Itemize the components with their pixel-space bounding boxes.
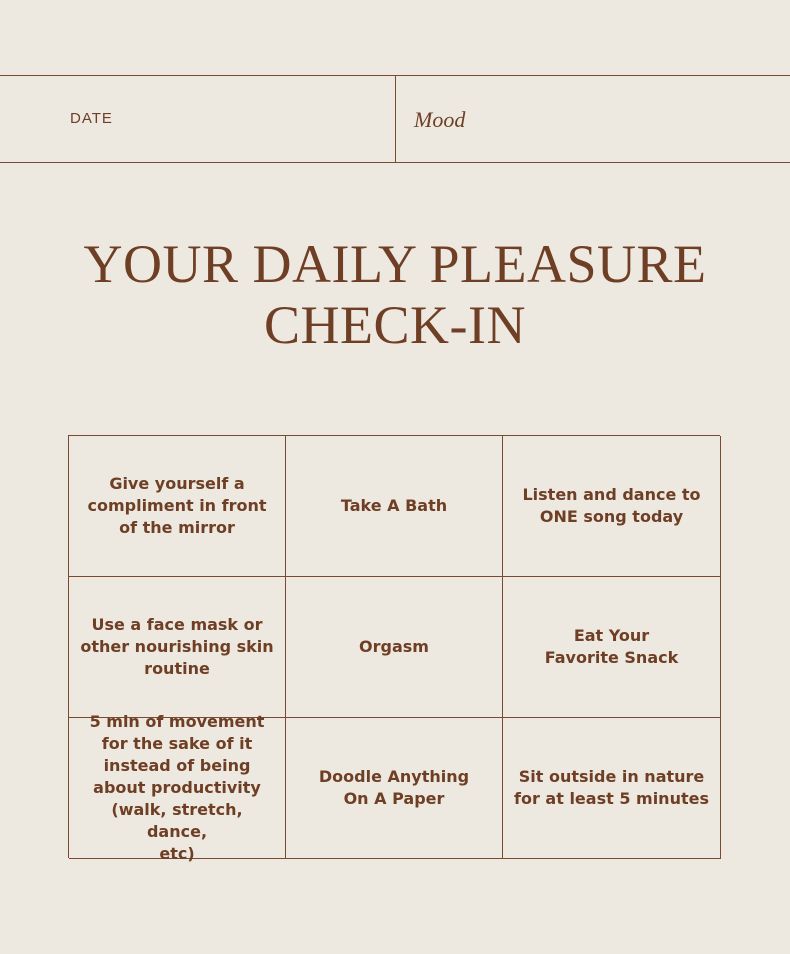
grid-cell-text: Use a face mask or other nourishing skin routine (80, 615, 274, 678)
grid-cell-text: Listen and dance to ONE song today (522, 485, 701, 526)
grid-cell-face-mask (69, 577, 286, 718)
mood-label: Mood (414, 107, 466, 132)
date-label: DATE (70, 110, 113, 127)
grid-cell-snack (503, 577, 721, 718)
grid-cell-bath (286, 436, 503, 577)
grid-cell-text: Doodle Anything On A Paper (318, 767, 470, 808)
grid-cell-compliment (69, 436, 286, 577)
grid-cell-text: Orgasm (359, 637, 429, 656)
header-divider (395, 76, 396, 162)
page-title (0, 234, 790, 356)
grid-cell-text: 5 min of movement for the sake of it instead of being about productivity (walk, stretch, dance, etc) (89, 712, 265, 863)
title-line-2: CHECK-IN (264, 295, 526, 355)
grid-cell-text: Sit outside in nature for at least 5 minutes (514, 767, 709, 808)
grid-cell-movement (69, 712, 286, 863)
grid-cell-dance (503, 436, 721, 577)
title-line-1: YOUR DAILY PLEASURE (83, 234, 707, 294)
grid-cell-text: Eat Your Favorite Snack (544, 626, 679, 667)
checkin-grid (68, 435, 720, 863)
grid-cell-text: Give yourself a compliment in front of the mirror (87, 474, 267, 537)
grid-cell-nature (503, 718, 721, 859)
header-bar (0, 75, 790, 163)
grid-cell-orgasm (286, 577, 503, 718)
grid-cell-doodle (286, 718, 503, 859)
grid-cell-text: Take A Bath (340, 496, 448, 515)
